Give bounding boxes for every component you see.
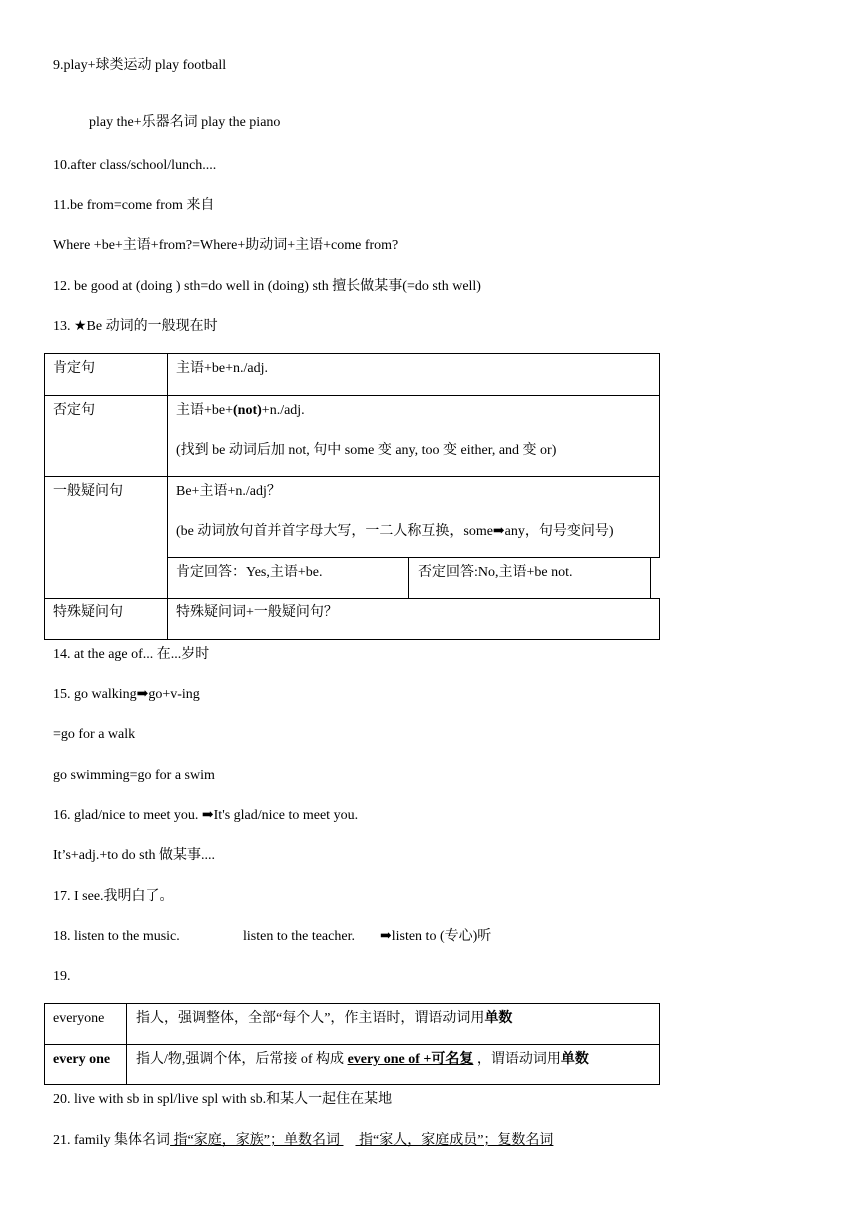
- cell-affirmative-head: [44, 353, 168, 396]
- line-9: 9.play+球类运动 play football: [53, 58, 227, 73]
- cell-negative-body: [167, 395, 660, 477]
- cell-everyone-body: [126, 1003, 660, 1045]
- cell-question-body: [167, 476, 660, 558]
- negative-rule: 主语+be+(not)+n./adj.: [176, 403, 305, 418]
- line-15: 15. go walking➡go+v-ing: [53, 687, 200, 702]
- cell-every-one-head: [44, 1044, 127, 1085]
- cell-negative-head: [44, 395, 168, 477]
- cell-affirmative-body: [167, 353, 660, 396]
- every-one-rule: 指人/物,强调个体，后常接 of 构成 every one of +可名复 ，谓语动词用单数: [136, 1052, 589, 1067]
- no-answer: 否定回答:No,主语+be not.: [418, 565, 573, 580]
- be-verb-table: [44, 353, 660, 640]
- everyone-label: everyone: [53, 1011, 105, 1026]
- line-18c: ➡listen to (专心)听: [380, 929, 492, 944]
- special-label: 特殊疑问句: [53, 605, 123, 620]
- line-20: 20. live with sb in spl/live spl with sb.和某人一起住在某地: [53, 1092, 393, 1107]
- line-15c: go swimming=go for a swim: [53, 768, 215, 783]
- cell-everyone-head: [44, 1003, 127, 1045]
- line-11b: Where +be+主语+from?=Where+助动词+主语+come from?: [53, 238, 399, 253]
- line-21-plural: 指“家人，家庭成员”；复数名词: [355, 1133, 554, 1148]
- everyone-rule: 指人，强调整体，全部“每个人”，作主语时，谓语动词用单数: [136, 1011, 513, 1026]
- line-16: 16. glad/nice to meet you. ➡It's glad/nice to meet you.: [53, 808, 359, 823]
- cell-special-body: [167, 598, 660, 640]
- line-21-singular: 指“家庭，家族”；单数名词: [170, 1133, 344, 1148]
- line-19: 19.: [53, 969, 71, 984]
- line-11: 11.be from=come from 来自: [53, 198, 215, 213]
- line-21: [53, 1132, 553, 1150]
- special-rule: 特殊疑问词+一般疑问句？: [176, 605, 338, 620]
- negative-note: (找到 be 动词后加 not, 句中 some 变 any, too 变 either, and 变 or): [176, 443, 557, 458]
- line-15b: =go for a walk: [53, 727, 136, 742]
- line-16b: It’s+adj.+to do sth 做某事....: [53, 848, 216, 863]
- line-18a: 18. listen to the music.: [53, 929, 180, 944]
- cell-question-head: [44, 476, 168, 599]
- line-21-head: 21. family 集体名词: [53, 1133, 171, 1148]
- question-rule: Be+主语+n./adj？: [176, 484, 281, 499]
- cell-yes-answer: [167, 557, 409, 599]
- cell-no-answer: [408, 557, 651, 599]
- every-one-label: every one: [53, 1052, 111, 1067]
- line-10: 10.after class/school/lunch....: [53, 158, 217, 173]
- question-note: (be 动词放句首并首字母大写，一二人称互换，some➡any，句号变问号): [176, 524, 614, 539]
- cell-special-head: [44, 598, 168, 640]
- line-18b: listen to the teacher.: [243, 929, 355, 944]
- line-9b: play the+乐器名词 play the piano: [89, 115, 281, 130]
- negative-label: 否定句: [53, 403, 95, 418]
- line-17: 17. I see.我明白了。: [53, 889, 174, 904]
- affirmative-label: 肯定句: [53, 361, 95, 376]
- everyone-table: [44, 1003, 660, 1085]
- line-12: 12. be good at (doing ) sth=do well in (doing) sth 擅长做某事(=do sth well): [53, 279, 481, 294]
- yes-answer: 肯定回答：Yes,主语+be.: [176, 565, 323, 580]
- line-13: 13. ★Be 动词的一般现在时: [53, 319, 218, 334]
- cell-every-one-body: [126, 1044, 660, 1085]
- affirmative-rule: 主语+be+n./adj.: [176, 361, 268, 376]
- line-14: 14. at the age of... 在...岁时: [53, 647, 210, 662]
- question-label: 一般疑问句: [53, 484, 123, 499]
